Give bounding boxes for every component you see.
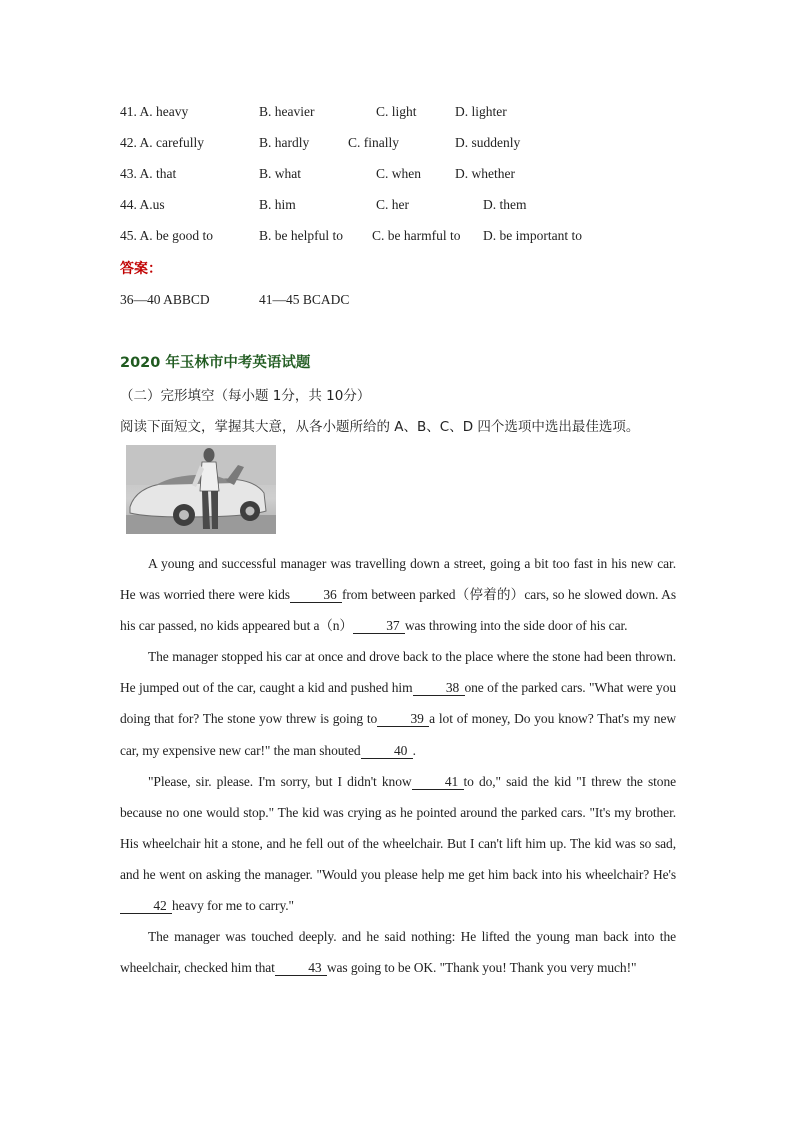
- option-d: D. whether: [455, 166, 515, 181]
- option-b: B. what: [259, 166, 301, 181]
- option-b: B. heavier: [259, 104, 315, 119]
- option-b: B. hardly: [259, 135, 310, 150]
- option-b: B. him: [259, 197, 296, 212]
- passage-text: one of the parked cars. "What were you doing that for? The stone yow threw is going to: [120, 680, 676, 727]
- option-c: C. her: [376, 197, 409, 212]
- option-a: 41. A. heavy: [120, 104, 189, 119]
- passage-text: "Please, sir. please. I'm sorry, but I didn't know: [148, 773, 412, 789]
- answer-label: 答案：: [120, 261, 162, 277]
- passage-text: The manager stopped his car at once and drove back to the place where the stone had been thrown. He jumped out of the car, caught a kid and pushed him: [120, 649, 676, 696]
- paragraph-1: [120, 548, 676, 641]
- blank-39: 39: [377, 711, 429, 727]
- passage-text: to do," said the kid "I threw the stone because no one would stop." The kid was crying as he pointed around the parked cars. "It's my brother. His wheelchair hit a stone, and he fell out of the wheelchair. But I can't lift him up. The kid was so sad, and he went on asking the manager. "Would you please help me get him back into his wheelchair? He's: [120, 773, 676, 882]
- option-d: D. be important to: [483, 228, 582, 243]
- section-title: 2020 年玉林市中考英语试题: [120, 355, 311, 371]
- blank-36: 36: [290, 587, 342, 603]
- passage-photo: [126, 445, 276, 534]
- paragraph-4: [120, 921, 676, 983]
- blank-40: 40: [361, 743, 413, 759]
- blank-38: 38: [413, 680, 465, 696]
- cloze-passage: [120, 548, 676, 983]
- option-d: D. lighter: [455, 104, 507, 119]
- section-subtitle: （二）完形填空（每小题 1分，共 10分）: [120, 388, 371, 404]
- option-c: C. finally: [348, 135, 399, 150]
- passage-text: .: [412, 742, 416, 758]
- blank-43: 43: [275, 960, 327, 976]
- paragraph-2: [120, 641, 676, 765]
- option-a: 45. A. be good to: [120, 228, 213, 243]
- blank-41: 41: [412, 774, 464, 790]
- answer-41-45: 41—45 BCADC: [259, 292, 350, 307]
- section-instruction: 阅读下面短文，掌握其大意，从各小题所给的 A、B、C、D 四个选项中选出最佳选项。: [120, 419, 640, 435]
- answer-36-40: 36—40 ABBCD: [120, 292, 210, 307]
- man-with-car-image: [126, 445, 276, 534]
- option-d: D. suddenly: [455, 135, 521, 150]
- passage-text: from between parked（停着的）cars, so he slowed down. As his car passed, no kids appeared but a（n）: [120, 587, 676, 634]
- option-a: 42. A. carefully: [120, 135, 204, 150]
- passage-text: a lot of money, Do you know? That's my new car, my expensive new car!" the man shouted: [120, 711, 676, 758]
- passage-text: A young and successful manager was travelling down a street, going a bit too fast in his new car. He was worried there were kids: [120, 556, 676, 603]
- option-c: C. be harmful to: [372, 228, 461, 243]
- blank-37: 37: [353, 618, 405, 634]
- passage-text: was throwing into the side door of his car.: [404, 618, 628, 634]
- option-c: C. when: [376, 166, 421, 181]
- option-b: B. be helpful to: [259, 228, 343, 243]
- passage-text: The manager was touched deeply. and he said nothing: He lifted the young man back into the wheelchair, checked him that: [120, 929, 676, 976]
- paragraph-3: [120, 766, 676, 921]
- option-c: C. light: [376, 104, 417, 119]
- passage-text: heavy for me to carry.": [172, 898, 294, 914]
- option-d: D. them: [483, 197, 527, 212]
- passage-text: was going to be OK. "Thank you! Thank you very much!": [326, 960, 637, 976]
- option-a: 44. A.us: [120, 197, 165, 212]
- blank-42: 42: [120, 898, 172, 914]
- option-a: 43. A. that: [120, 166, 177, 181]
